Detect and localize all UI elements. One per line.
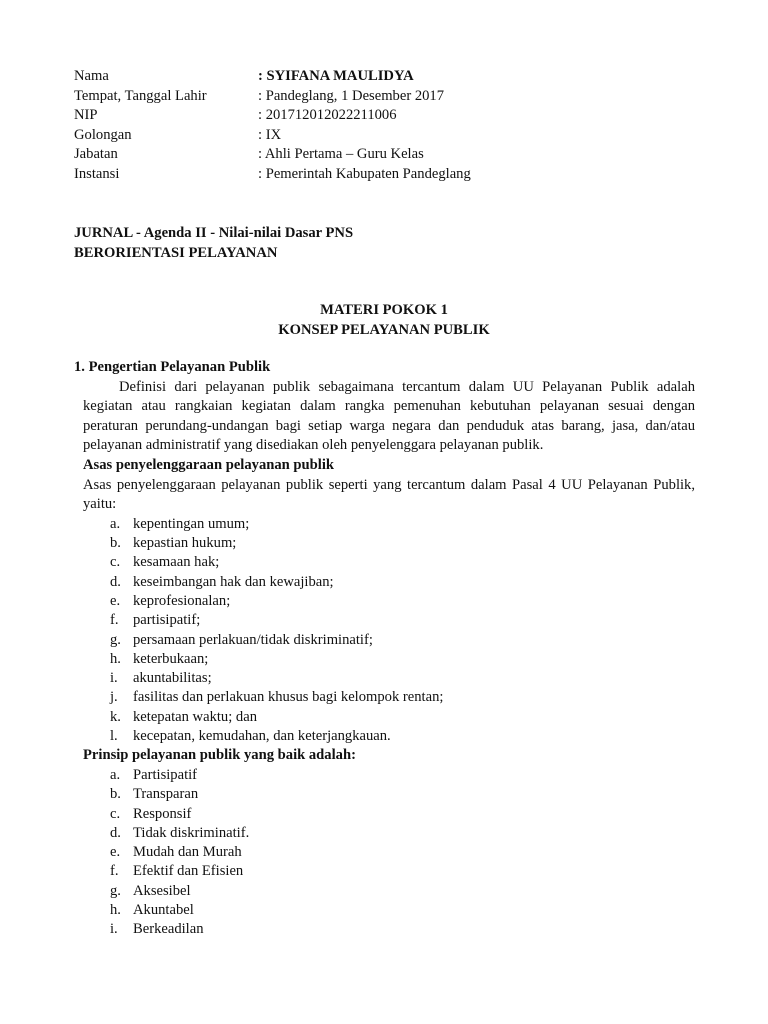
section-pengertian	[74, 358, 695, 940]
list-item-text: keprofesionalan;	[133, 592, 231, 609]
prinsip-list	[74, 766, 695, 940]
list-marker: g.	[110, 631, 121, 648]
materi-title: KONSEP PELAYANAN PUBLIK	[278, 322, 490, 338]
list-item	[110, 920, 695, 939]
list-item	[110, 631, 695, 650]
identity-table	[74, 67, 471, 185]
list-marker: a.	[110, 515, 121, 532]
list-item-text: partisipatif;	[133, 612, 201, 629]
identity-row-nama	[74, 67, 471, 87]
list-item-text: Mudah dan Murah	[133, 844, 242, 861]
asas-list	[74, 515, 695, 747]
definition-paragraph: Definisi dari pelayanan publik sebagaimana tercantum dalam UU Pelayanan Publik adalah kegiatan atau rangkaian kegiatan dalam rangka pemenuhan kebutuhan pelayanan sesuai dengan peraturan perundang-undangan bagi setiap warga negara dan penduduk atas barang, jasa, dan/atau pelayanan administratif yang disediakan oleh penyelenggara pelayanan publik.	[83, 378, 695, 454]
list-marker: j.	[110, 689, 118, 706]
list-item-text: ketepatan waktu; dan	[133, 708, 257, 725]
list-marker: g.	[110, 882, 121, 899]
list-item	[110, 843, 695, 862]
identity-value: : Ahli Pertama – Guru Kelas	[258, 146, 424, 163]
asas-intro: Asas penyelenggaraan pelayanan publik seperti yang tercantum dalam Pasal 4 UU Pelayanan Publik, yaitu:	[83, 476, 695, 513]
list-item-text: Efektif dan Efisien	[133, 863, 244, 880]
list-item	[110, 766, 695, 785]
list-item-text: kesamaan hak;	[133, 554, 220, 571]
identity-label: Jabatan	[74, 146, 118, 163]
list-marker: i.	[110, 670, 118, 687]
list-item-text: akuntabilitas;	[133, 670, 212, 687]
list-item	[110, 727, 695, 746]
list-item-text: Berkeadilan	[133, 921, 204, 938]
list-marker: i.	[110, 921, 118, 938]
identity-value: : SYIFANA MAULIDYA	[258, 68, 414, 84]
list-marker: l.	[110, 728, 118, 745]
list-item	[110, 805, 695, 824]
list-item	[110, 573, 695, 592]
list-marker: h.	[110, 901, 121, 918]
list-item-text: keseimbangan hak dan kewajiban;	[133, 573, 334, 590]
list-marker: b.	[110, 535, 121, 552]
list-item	[110, 708, 695, 727]
asas-heading: Asas penyelenggaraan pelayanan publik	[83, 456, 334, 473]
list-marker: b.	[110, 786, 121, 803]
list-item	[110, 862, 695, 881]
list-item	[110, 901, 695, 920]
journal-agenda-line: JURNAL - Agenda II - Nilai-nilai Dasar PNS	[74, 225, 354, 241]
journal-subject-line: BERORIENTASI PELAYANAN	[74, 245, 278, 261]
list-item-text: keterbukaan;	[133, 650, 209, 667]
list-marker: a.	[110, 766, 121, 783]
list-marker: d.	[110, 573, 121, 590]
list-item-text: kepastian hukum;	[133, 535, 237, 552]
list-marker: h.	[110, 650, 121, 667]
list-item	[110, 669, 695, 688]
list-item	[110, 611, 695, 630]
identity-row-golongan	[74, 126, 471, 146]
identity-label: NIP	[74, 107, 98, 124]
list-marker: f.	[110, 863, 119, 880]
list-item	[110, 882, 695, 901]
list-item-text: kepentingan umum;	[133, 515, 250, 532]
list-marker: d.	[110, 824, 121, 841]
list-marker: k.	[110, 708, 121, 725]
list-item	[110, 553, 695, 572]
identity-label: Golongan	[74, 126, 132, 143]
list-marker: e.	[110, 844, 121, 861]
list-marker: c.	[110, 805, 121, 822]
list-item-text: kecepatan, kemudahan, dan keterjangkauan.	[133, 728, 391, 745]
section-heading: 1. Pengertian Pelayanan Publik	[74, 359, 271, 375]
list-item-text: persamaan perlakuan/tidak diskriminatif;	[133, 631, 373, 648]
identity-row-instansi	[74, 165, 471, 185]
list-item-text: Akuntabel	[133, 901, 194, 918]
list-marker: e.	[110, 592, 121, 609]
identity-label: Nama	[74, 68, 109, 84]
list-item	[110, 688, 695, 707]
list-marker: f.	[110, 612, 119, 629]
identity-value: : IX	[258, 126, 282, 143]
identity-row-nip	[74, 106, 471, 126]
list-item-text: Transparan	[133, 786, 199, 803]
list-item-text: Aksesibel	[133, 882, 191, 899]
identity-label: Tempat, Tanggal Lahir	[74, 87, 207, 104]
list-item-text: fasilitas dan perlakuan khusus bagi kelompok rentan;	[133, 689, 444, 706]
list-item-text: Responsif	[133, 805, 192, 822]
list-item	[110, 515, 695, 534]
list-item	[110, 824, 695, 843]
identity-value: : Pandeglang, 1 Desember 2017	[258, 87, 445, 104]
list-item	[110, 534, 695, 553]
materi-number: MATERI POKOK 1	[320, 302, 448, 318]
materi-heading	[0, 300, 768, 340]
identity-label: Instansi	[74, 165, 120, 182]
list-item-text: Partisipatif	[133, 766, 198, 783]
identity-value: : 201712012022211006	[258, 107, 397, 124]
prinsip-heading: Prinsip pelayanan publik yang baik adalah:	[83, 747, 356, 764]
identity-row-jabatan	[74, 145, 471, 165]
list-item	[110, 592, 695, 611]
list-item-text: Tidak diskriminatif.	[133, 824, 250, 841]
list-item	[110, 650, 695, 669]
list-marker: c.	[110, 554, 121, 571]
identity-value: : Pemerintah Kabupaten Pandeglang	[258, 165, 471, 182]
identity-row-ttl	[74, 87, 471, 107]
journal-title	[74, 223, 353, 263]
list-item	[110, 785, 695, 804]
